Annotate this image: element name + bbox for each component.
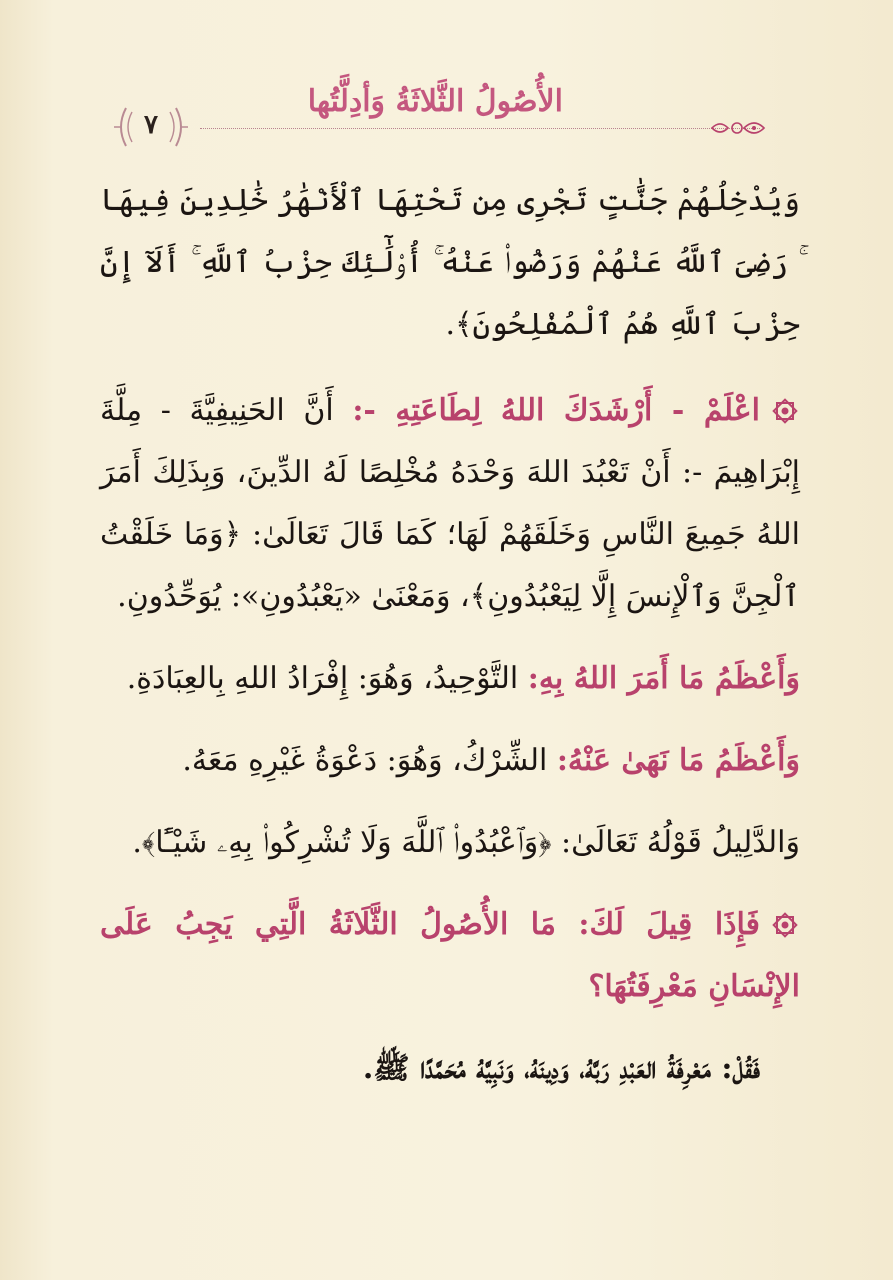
- page-header: [0, 70, 893, 160]
- section-heading: فَإِذَا قِيلَ لَكَ: مَا الأُصُولُ الثَّلَاثَةُ الَّتِي يَجِبُ عَلَى الإِنْسَانِ مَعْرِفَتُهَا؟: [100, 907, 800, 1004]
- page-number: ٧: [144, 110, 158, 140]
- floral-ornament-icon: [710, 116, 770, 140]
- page-body: [100, 170, 800, 1100]
- section-heading: وَأَعْظَمُ مَا أَمَرَ اللهُ بِهِ:: [527, 661, 800, 696]
- octagram-icon: [770, 396, 800, 426]
- header-rule: [200, 128, 760, 129]
- section-heading: وَأَعْظَمُ مَا نَهَىٰ عَنْهُ:: [556, 743, 800, 778]
- paragraph-evidence: وَالدَّلِيلُ قَوْلُهُ تَعَالَىٰ: ﴿وَٱعْبُدُوا۟ ٱللَّهَ وَلَا تُشْرِكُوا۟ بِهِۦ شَيْـًٔا﴾.: [132, 825, 800, 860]
- section-text: الشِّرْكُ، وَهُوَ: دَعْوَةُ غَيْرِهِ مَعَهُ.: [182, 743, 548, 778]
- paragraph-quran-verse: وَيُدْخِلُهُمْ جَنَّٰتٍ تَجْرِى مِن تَحْتِهَا ٱلْأَنْهَٰرُ خَٰلِدِينَ فِيهَا ۚ رَضِىَ ٱللَّهُ عَنْهُمْ وَرَضُوا۟ عَنْهُ ۚ أُو۟لَٰٓئِكَ حِزْبُ ٱللَّهِ ۚ أَلَآ إِنَّ حِزْبَ ٱللَّهِ هُمُ ٱلْمُفْلِحُونَ﴾.: [100, 183, 800, 342]
- running-title: الأُصُولُ الثَّلاثَةُ وَأدِلَّتُها: [307, 84, 563, 119]
- section-text: أَنَّ الحَنِيفِيَّةَ - مِلَّةَ إِبْرَاهِيمَ -: أَنْ تَعْبُدَ اللهَ وَحْدَهُ مُخْلِصًا لَهُ الدِّينَ، وَبِذَلِكَ أَمَرَ اللهُ جَمِيعَ النَّاسِ وَخَلَقَهُمْ لَهَا؛ كَمَا قَالَ تَعَالَىٰ: ﴿وَمَا خَلَقْتُ ٱلْجِنَّ وَٱلْإِنسَ إِلَّا لِيَعْبُدُونِ﴾، وَمَعْنَىٰ «يَعْبُدُونِ»: يُوَحِّدُونِ.: [100, 393, 800, 614]
- section-text: التَّوْحِيدُ، وَهُوَ: إِفْرَادُ اللهِ بِالعِبَادَةِ.: [126, 661, 519, 696]
- paragraph-tawhid: [100, 648, 800, 710]
- section-heading: اعْلَمْ - أَرْشَدَكَ اللهُ لِطَاعَتِهِ -:: [352, 393, 760, 428]
- paragraph-shirk: [100, 730, 800, 792]
- paragraph-hanifiyya: [100, 380, 800, 628]
- answer-text: فَقُلْ: مَعْرِفَةُ العَبْدِ رَبَّهُ، وَدِينَهُ، وَنَبِيَّهُ مُحَمَّدًا ﷺ.: [362, 1051, 760, 1086]
- paragraph-answer: [100, 1038, 800, 1100]
- octagram-icon: [770, 910, 800, 940]
- paragraph-three-principles-question: [100, 894, 800, 1018]
